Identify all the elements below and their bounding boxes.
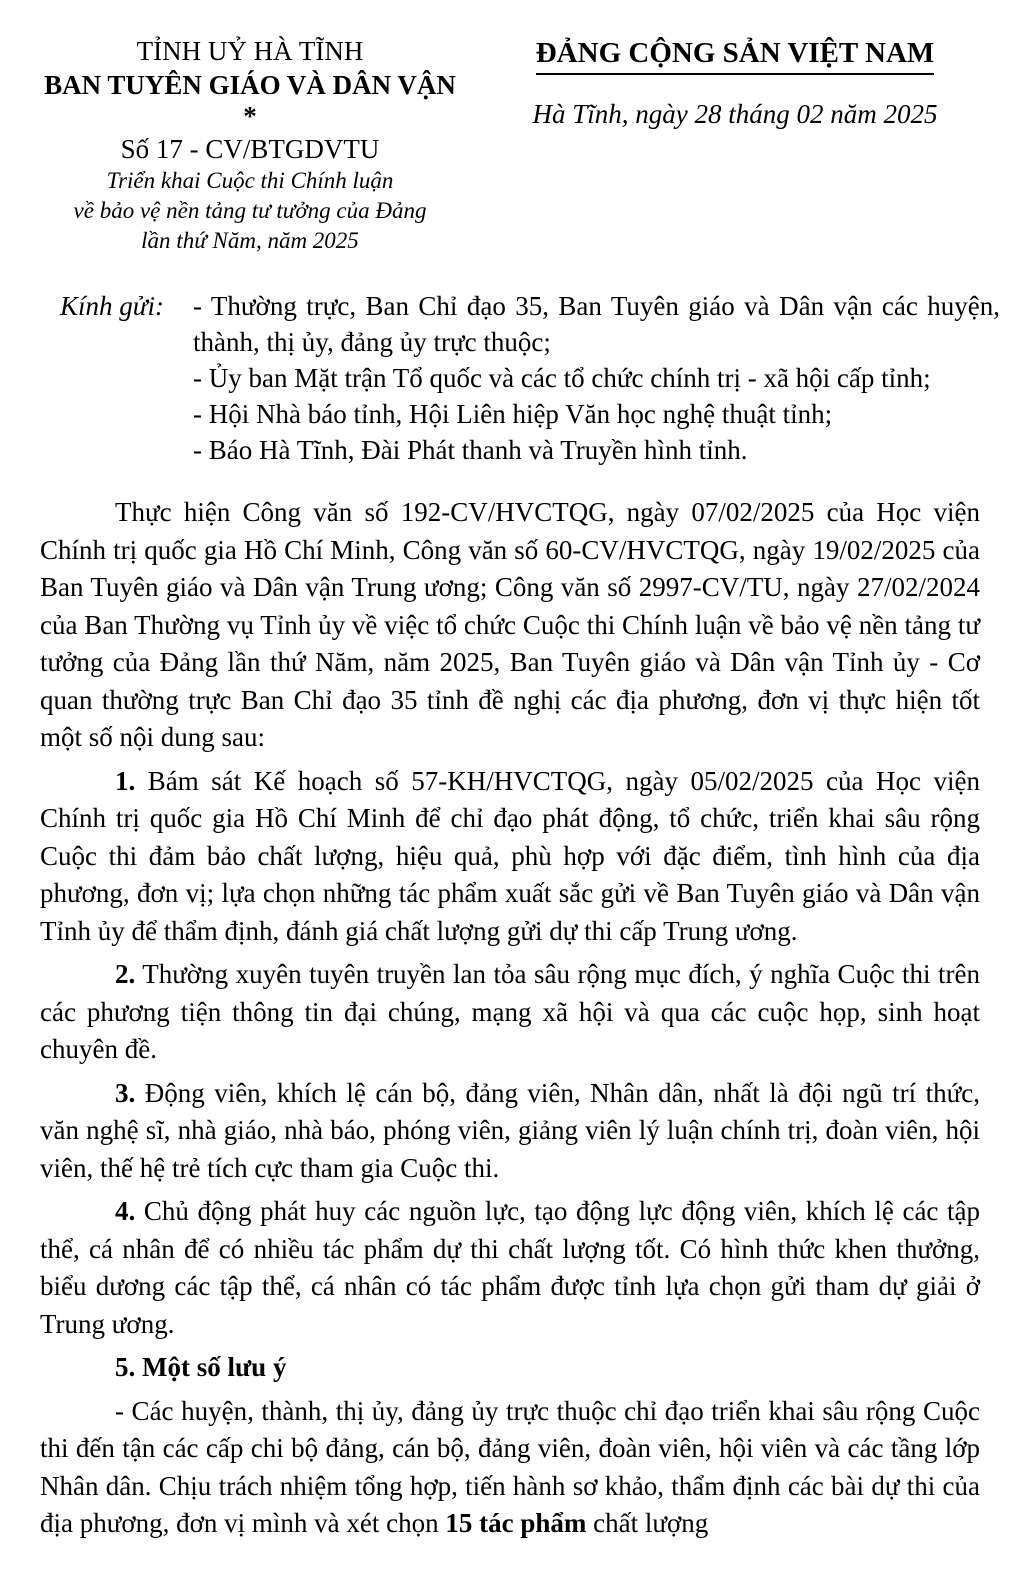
party-motto: ĐẢNG CỘNG SẢN VIỆT NAM: [536, 34, 935, 75]
recipients-label: Kính gửi:: [60, 291, 164, 321]
recipient-line-2: - Ủy ban Mặt trận Tổ quốc và các tổ chức chính trị - xã hội cấp tỉnh;: [193, 363, 931, 393]
item-1-text: Bám sát Kế hoạch số 57-KH/HVCTQG, ngày 05/02/2025 của Học viện Chính trị quốc gia Hồ Chí Minh để chỉ đạo phát động, tổ chức, triển khai sâu rộng Cuộc thi đảm bảo chất lượng, hiệu quả, phù hợp với đặc điểm, tình hình của địa phương, đơn vị; lựa chọn những tác phẩm xuất sắc gửi về Ban Tuyên giáo và Dân vận Tỉnh ủy để thẩm định, đánh giá chất lượng gửi dự thi cấp Trung ương.: [40, 765, 980, 946]
subject-line-2: về bảo vệ nền tảng tư tưởng của Đảng: [73, 198, 427, 223]
item-5-heading-text: 5. Một số lưu ý: [115, 1352, 287, 1382]
item-5-tail: chất lượng: [586, 1508, 709, 1538]
item-4-text: Chủ động phát huy các nguồn lực, tạo động lực động viên, khích lệ các tập thể, cá nhân để có nhiều tác phẩm dự thi chất lượng tốt. Có hình thức khen thưởng, biểu dương các tập thể, cá nhân có tác phẩm được tỉnh lựa chọn gửi tham dự giải ở Trung ương.: [40, 1196, 980, 1339]
item-1-number: 1.: [115, 765, 136, 796]
star-separator: *: [243, 101, 257, 131]
document-date: Hà Tĩnh, ngày 28 tháng 02 năm 2025: [532, 99, 938, 129]
item-3-number: 3.: [115, 1077, 136, 1108]
item-3-text: Động viên, khích lệ cán bộ, đảng viên, Nhân dân, nhất là đội ngũ trí thức, văn nghệ sĩ, nhà giáo, nhà báo, phóng viên, giảng viên lý luận chính trị, đoàn viên, hội viên, thế hệ trẻ tích cực tham gia Cuộc thi.: [40, 1077, 980, 1183]
item-4-paragraph: [40, 1193, 980, 1343]
national-header-block: [500, 34, 970, 131]
org-line2: BAN TUYÊN GIÁO VÀ DÂN VẬN: [44, 70, 456, 100]
recipient-line-3: - Hội Nhà báo tỉnh, Hội Liên hiệp Văn học nghệ thuật tỉnh;: [193, 399, 833, 429]
subject-line-3: lần thứ Năm, năm 2025: [141, 228, 359, 253]
recipient-line-4: - Báo Hà Tĩnh, Đài Phát thanh và Truyền hình tỉnh.: [193, 435, 748, 465]
item-5-text: - Các huyện, thành, thị ủy, đảng ủy trực thuộc chỉ đạo triển khai sâu rộng Cuộc thi đến tận các cấp chi bộ đảng, cán bộ, đảng viên, đoàn viên, hội viên và các tầng lớp Nhân dân. Chịu trách nhiệm tổng hợp, tiến hành sơ khảo, thẩm định các bài dự thi của địa phương, đơn vị mình và xét chọn: [40, 1395, 980, 1538]
item-5-heading: [40, 1349, 980, 1387]
item-1-paragraph: [40, 763, 980, 951]
issuing-organization-block: [20, 34, 480, 256]
item-2-number: 2.: [115, 959, 136, 989]
item-4-number: 4.: [115, 1196, 136, 1226]
item-3-paragraph: [40, 1075, 980, 1188]
item-5-paragraph: [40, 1393, 980, 1543]
subject-line-1: Triển khai Cuộc thi Chính luận: [106, 168, 394, 193]
org-line1: TỈNH UỶ HÀ TĨNH: [136, 36, 364, 66]
item-2-text: Thường xuyên tuyên truyền lan tỏa sâu rộng mục đích, ý nghĩa Cuộc thi trên các phương tiện thông tin đại chúng, mạng xã hội và qua các cuộc họp, sinh hoạt chuyên đề.: [40, 959, 980, 1064]
item-2-paragraph: [40, 956, 980, 1069]
document-body: [40, 494, 980, 1543]
document-number: Số 17 - CV/BTGDVTU: [120, 134, 380, 164]
recipient-line-1: - Thường trực, Ban Chỉ đạo 35, Ban Tuyên giáo và Dân vận các huyện, thành, thị ủy, đảng ủy trực thuộc;: [193, 291, 1000, 357]
recipients-block: [60, 288, 1000, 468]
intro-paragraph: Thực hiện Công văn số 192-CV/HVCTQG, ngày 07/02/2025 của Học viện Chính trị quốc gia Hồ Chí Minh, Công văn số 60-CV/HVCTQG, ngày 19/02/2025 của Ban Tuyên giáo và Dân vận Trung ương; Công văn số 2997-CV/TU, ngày 27/02/2024 của Ban Thường vụ Tỉnh ủy về việc tổ chức Cuộc thi Chính luận về bảo vệ nền tảng tư tưởng của Đảng lần thứ Năm, năm 2025, Ban Tuyên giáo và Dân vận Tỉnh ủy - Cơ quan thường trực Ban Chỉ đạo 35 tỉnh đề nghị các địa phương, đơn vị thực hiện tốt một số nội dung sau:: [40, 497, 980, 752]
item-5-bold-count: 15 tác phẩm: [445, 1508, 587, 1538]
